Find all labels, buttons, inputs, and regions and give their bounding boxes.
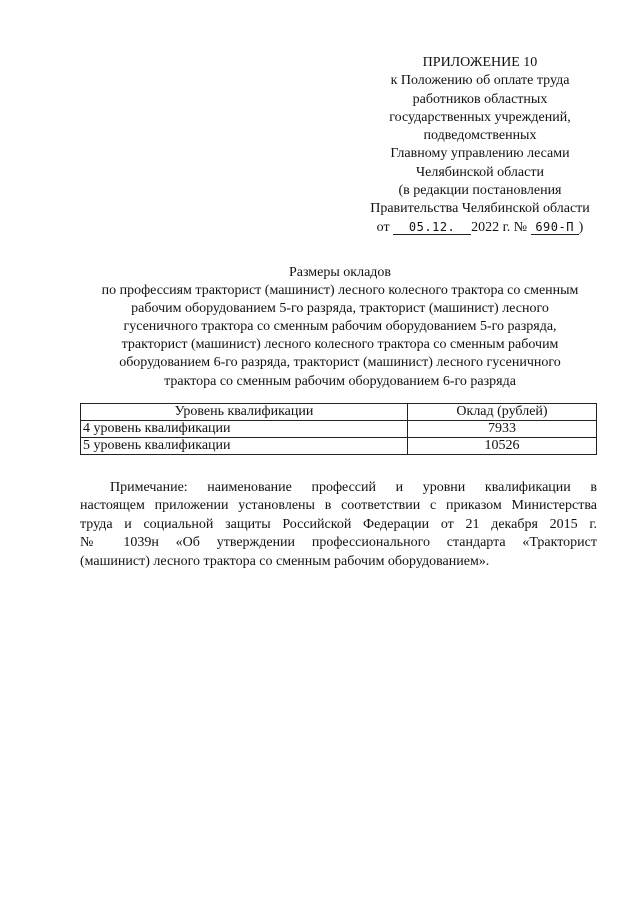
table-row: [81, 438, 597, 455]
appendix-line: (в редакции постановления: [398, 183, 562, 199]
title-heading: Размеры окладов: [288, 265, 392, 280]
date-prefix: от: [376, 219, 390, 235]
appendix-line: подведомственных: [423, 128, 537, 144]
appendix-line: работников областных: [412, 91, 548, 107]
header-qualification-level: Уровень квалификации: [81, 404, 408, 421]
closing-paren: ): [578, 219, 584, 235]
appendix-date-line: [346, 219, 614, 237]
appendix-title: ПРИЛОЖЕНИЕ 10: [422, 55, 538, 70]
note-line: Примечание: наименование профессий и уровни квалификации в: [110, 480, 597, 495]
title-line: по профессиям тракторист (машинист) лесного колесного трактора со сменным: [101, 283, 579, 299]
title-line: рабочим оборудованием 5-го разряда, тракторист (машинист) лесного: [131, 301, 549, 317]
appendix-line: Главному управлению лесами: [390, 146, 570, 162]
appendix-line: Правительства Челябинской области: [370, 201, 590, 217]
note-line: № 1039н «Об утверждении профессионального стандарта «Тракторист: [80, 535, 597, 551]
appendix-line: государственных учреждений,: [389, 109, 571, 125]
qualification-level-cell: 4 уровень квалификации: [81, 421, 408, 438]
appendix-header: [346, 54, 614, 237]
note-paragraph: [80, 479, 597, 571]
date-value: 05.12.: [393, 220, 471, 235]
note-line: труда и социальной защиты Российской Федерации от 21 декабря 2015 г.: [80, 516, 597, 532]
note-line: настоящем приложении установлены в соответствии с приказом Министерства: [80, 498, 597, 514]
qualification-level-cell: 5 уровень квалификации: [81, 438, 408, 455]
resolution-number: 690-П: [531, 220, 579, 235]
title-line: гусеничного трактора со сменным рабочим оборудованием 5-го разряда,: [123, 319, 557, 335]
note-line: (машинист) лесного трактора со сменным рабочим оборудованием».: [80, 553, 490, 569]
document-title: [70, 264, 610, 391]
appendix-line: к Положению об оплате труда: [390, 73, 570, 89]
table-row: [81, 421, 597, 438]
title-line: тракторист (машинист) лесного колесного трактора со сменным рабочим: [121, 337, 559, 353]
header-salary: Оклад (рублей): [408, 404, 597, 421]
title-line: трактора со сменным рабочим оборудованием 6-го разряда: [164, 373, 516, 389]
appendix-line: Челябинской области: [416, 164, 544, 180]
salary-cell: 10526: [408, 438, 597, 455]
title-line: оборудованием 6-го разряда, тракторист (машинист) лесного гусеничного: [119, 355, 561, 371]
salary-table: [80, 403, 597, 455]
table-header-row: [81, 404, 597, 421]
year-text: 2022 г. №: [471, 219, 528, 235]
salary-cell: 7933: [408, 421, 597, 438]
